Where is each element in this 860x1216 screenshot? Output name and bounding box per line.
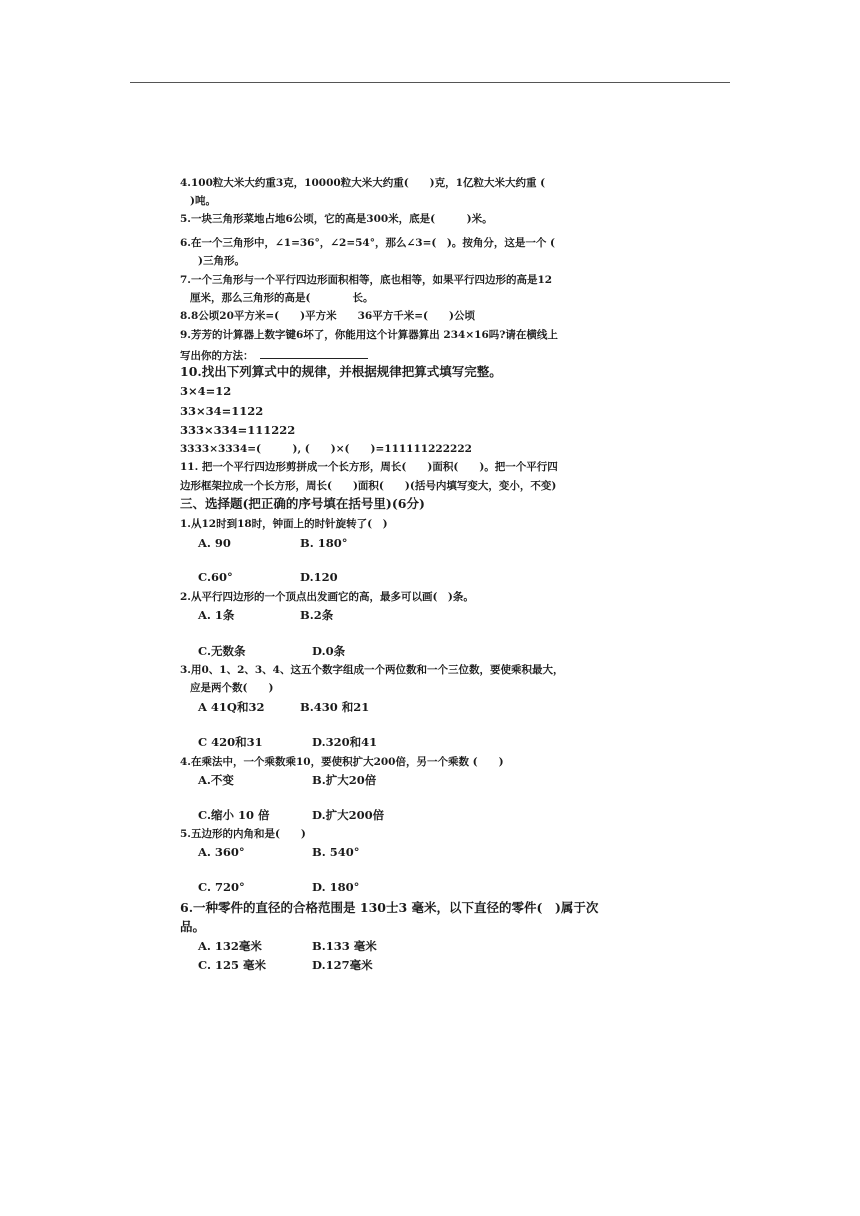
c2-option-a: A. 1条: [198, 608, 235, 622]
q7-line2: 厘米，那么三角形的高是( 长。: [190, 292, 374, 304]
q10-eq3: 333×334=111222: [180, 423, 296, 437]
c2-option-d: D.0条: [312, 644, 346, 658]
c3-option-d: D.320和41: [312, 735, 378, 749]
q10-eq2: 33×34=1122: [180, 404, 264, 418]
q4-line1: 4.100粒大米大约重3克，10000粒大米大约重( )克，1亿粒大米大约重 (: [180, 177, 546, 189]
c5-stem: 5.五边形的内角和是( ): [180, 828, 306, 840]
c5-option-d: D. 180°: [312, 880, 360, 894]
q11-line1: 11. 把一个平行四边形剪拼成一个长方形，周长( )面积( )。把一个平行四: [180, 461, 558, 473]
q5-line: 5.一块三角形菜地占地6公顷，它的高是300米，底是( )米。: [180, 213, 493, 225]
c1-option-c: C.60°: [198, 570, 233, 584]
q10-title: 10.找出下列算式中的规律，并根据规律把算式填写完整。: [180, 364, 502, 379]
c5-option-a: A. 360°: [198, 845, 245, 859]
q10-eq1: 3×4=12: [180, 384, 232, 398]
c3-option-a: A 41Q和32: [198, 700, 265, 714]
c1-stem: 1.从12时到18时，钟面上的时针旋转了( ): [180, 518, 388, 530]
c2-option-c: C.无数条: [198, 644, 246, 658]
q9-line1: 9.芳芳的计算器上数字键6坏了，你能用这个计算器算出 234×16吗?请在横线上: [180, 329, 558, 341]
c3-stem-line2: 应是两个数( ): [190, 682, 274, 694]
c2-stem: 2.从平行四边形的一个顶点出发画它的高，最多可以画( )条。: [180, 591, 474, 603]
q10-eq4: 3333×3334=( ), ( )×( )=111111222222: [180, 443, 472, 455]
q9-prompt: 写出你的方法：: [180, 350, 254, 362]
c4-option-a: A.不变: [198, 773, 234, 787]
c1-option-b: B. 180°: [300, 536, 348, 550]
c4-stem: 4.在乘法中，一个乘数乘10，要使积扩大200倍，另一个乘数 ( ): [180, 756, 504, 768]
header-rule: [130, 82, 730, 83]
c6-option-d: D.127毫米: [312, 958, 373, 972]
q4-line2: )吨。: [190, 195, 216, 207]
q8-line: 8.8公顷20平方米=( )平方米 36平方千米=( )公顷: [180, 310, 475, 322]
c2-option-b: B.2条: [300, 608, 334, 622]
answer-blank: [260, 347, 368, 359]
c6-stem-line1: 6.一种零件的直径的合格范围是 130士3 毫米，以下直径的零件( )属于次: [180, 900, 599, 915]
c3-stem-line1: 3.用0、1、2、3、4、这五个数字组成一个两位数和一个三位数，要使乘积最大，: [180, 664, 564, 676]
c3-option-c: C 420和31: [198, 735, 263, 749]
c4-option-d: D.扩大200倍: [312, 808, 385, 822]
q7-line1: 7.一个三角形与一个平行四边形面积相等，底也相等，如果平行四边形的高是12: [180, 274, 553, 286]
c6-option-a: A. 132毫米: [198, 939, 262, 953]
c1-option-d: D.120: [300, 570, 338, 584]
c1-option-a: A. 90: [198, 536, 231, 550]
q9-line2: [180, 347, 368, 363]
q6-line2: )三角形。: [198, 255, 245, 267]
q11-line2: 边形框架拉成一个长方形，周长( )面积( )(括号内填写变大，变小，不变): [180, 480, 557, 492]
section3-title: 三、选择题(把正确的序号填在括号里)(6分): [180, 496, 425, 511]
c5-option-b: B. 540°: [312, 845, 360, 859]
c6-option-b: B.133 毫米: [312, 939, 377, 953]
q6-line1: 6.在一个三角形中，∠1=36°，∠2=54°，那么∠3=( )。按角分，这是一个 (: [180, 237, 555, 249]
c6-stem-line2: 品。: [180, 919, 206, 934]
c5-option-c: C. 720°: [198, 880, 245, 894]
c6-option-c: C. 125 毫米: [198, 958, 266, 972]
c4-option-b: B.扩大20倍: [312, 773, 377, 787]
c3-option-b: B.430 和21: [300, 700, 370, 714]
c4-option-c: C.缩小 10 倍: [198, 808, 270, 822]
